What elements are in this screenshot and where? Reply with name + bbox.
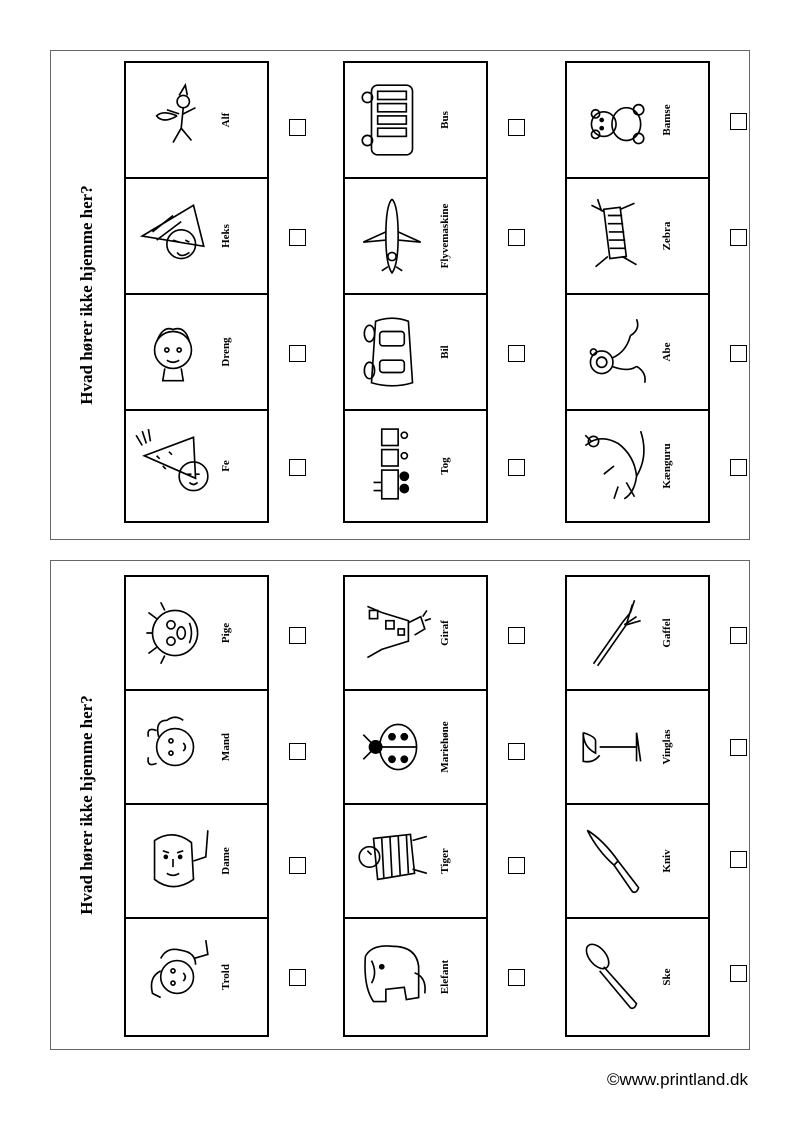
answer-checkbox[interactable] — [289, 345, 306, 362]
picture-card — [345, 691, 486, 805]
monkey-icon — [573, 303, 655, 401]
teddy-bear-icon — [573, 71, 655, 169]
card-label: Zebra — [661, 221, 673, 251]
picture-card — [567, 805, 708, 919]
car-icon — [351, 303, 433, 401]
giraffe-icon — [351, 585, 433, 681]
picture-card — [345, 63, 486, 179]
wine-glass-icon — [573, 699, 655, 795]
picture-card — [126, 577, 267, 691]
answer-checkbox[interactable] — [508, 345, 525, 362]
answer-checkbox[interactable] — [508, 969, 525, 986]
elf-icon — [132, 71, 214, 169]
ladybug-icon — [351, 699, 433, 795]
witch-icon — [132, 187, 214, 285]
picture-card — [567, 63, 708, 179]
tiger-icon — [351, 813, 433, 909]
picture-strip — [565, 575, 710, 1037]
answer-checkbox[interactable] — [289, 459, 306, 476]
answer-checkbox[interactable] — [508, 627, 525, 644]
card-label: Vinglas — [661, 729, 673, 765]
kangaroo-icon — [573, 419, 655, 513]
answer-checkbox[interactable] — [730, 627, 747, 644]
picture-card — [567, 295, 708, 411]
bus-icon — [351, 71, 433, 169]
picture-card — [126, 63, 267, 179]
card-label: Bamse — [661, 104, 673, 136]
airplane-icon — [351, 187, 433, 285]
answer-checkbox[interactable] — [289, 857, 306, 874]
picture-card — [126, 805, 267, 919]
card-label: Bil — [439, 345, 451, 359]
answer-checkbox[interactable] — [508, 459, 525, 476]
card-label: Kniv — [661, 849, 673, 873]
picture-strip — [343, 61, 488, 523]
card-label: Pige — [220, 622, 232, 644]
woman-icon — [132, 927, 214, 1027]
worksheet-bottom — [50, 560, 750, 1050]
card-label: Kænguru — [661, 443, 673, 489]
picture-card — [345, 295, 486, 411]
man-icon — [132, 813, 214, 909]
answer-checkbox[interactable] — [508, 119, 525, 136]
picture-card — [567, 179, 708, 295]
picture-strip — [565, 61, 710, 523]
picture-card — [567, 577, 708, 691]
picture-strip — [124, 575, 269, 1037]
card-label: Abe — [661, 342, 673, 362]
worksheet-title: Hvad hører ikke hjemme her? — [77, 695, 96, 915]
spoon-icon — [573, 927, 655, 1027]
picture-card — [345, 411, 486, 521]
fairy-icon — [132, 419, 214, 513]
picture-strip — [124, 61, 269, 523]
answer-checkbox[interactable] — [289, 119, 306, 136]
picture-card — [126, 691, 267, 805]
troll-icon — [132, 585, 214, 681]
copyright-footer: ©www.printland.dk — [606, 1070, 748, 1089]
answer-checkbox[interactable] — [730, 739, 747, 756]
answer-checkbox[interactable] — [730, 113, 747, 130]
picture-card — [126, 179, 267, 295]
answer-checkbox[interactable] — [730, 459, 747, 476]
boy-icon — [132, 303, 214, 401]
picture-card — [567, 691, 708, 805]
elephant-icon — [351, 927, 433, 1027]
fork-icon — [573, 585, 655, 681]
answer-checkbox[interactable] — [508, 857, 525, 874]
card-label: Flyvemaskine — [439, 203, 451, 269]
picture-card — [567, 411, 708, 521]
card-label: Dreng — [220, 337, 232, 367]
card-label: Gaffel — [661, 618, 673, 648]
picture-card — [126, 919, 267, 1035]
card-label: Dame — [220, 847, 232, 875]
card-label: Fe — [220, 460, 232, 472]
answer-checkbox[interactable] — [289, 743, 306, 760]
picture-strip — [343, 575, 488, 1037]
picture-card — [345, 805, 486, 919]
picture-card — [126, 295, 267, 411]
card-label: Giraf — [439, 620, 451, 646]
card-label: Mand — [220, 732, 232, 762]
girl-icon — [132, 699, 214, 795]
card-label: Elefant — [439, 959, 451, 995]
picture-card — [345, 919, 486, 1035]
card-label: Bus — [439, 111, 451, 129]
train-icon — [351, 419, 433, 513]
answer-checkbox[interactable] — [730, 345, 747, 362]
answer-checkbox[interactable] — [508, 743, 525, 760]
knife-icon — [573, 813, 655, 909]
card-label: Trold — [220, 964, 232, 990]
worksheet-top — [50, 50, 750, 540]
card-label: Ske — [661, 968, 673, 986]
card-label: Tog — [439, 457, 451, 475]
picture-card — [567, 919, 708, 1035]
answer-checkbox[interactable] — [730, 851, 747, 868]
answer-checkbox[interactable] — [730, 965, 747, 982]
picture-card — [345, 577, 486, 691]
answer-checkbox[interactable] — [289, 627, 306, 644]
card-label: Tiger — [439, 848, 451, 874]
answer-checkbox[interactable] — [508, 229, 525, 246]
answer-checkbox[interactable] — [730, 229, 747, 246]
card-label: Alf — [220, 112, 232, 128]
worksheet-title: Hvad hører ikke hjemme her? — [77, 185, 96, 405]
answer-checkbox[interactable] — [289, 969, 306, 986]
card-label: Mariehøne — [439, 721, 451, 773]
picture-card — [345, 179, 486, 295]
zebra-icon — [573, 187, 655, 285]
answer-checkbox[interactable] — [289, 229, 306, 246]
card-label: Heks — [220, 224, 232, 248]
picture-card — [126, 411, 267, 521]
